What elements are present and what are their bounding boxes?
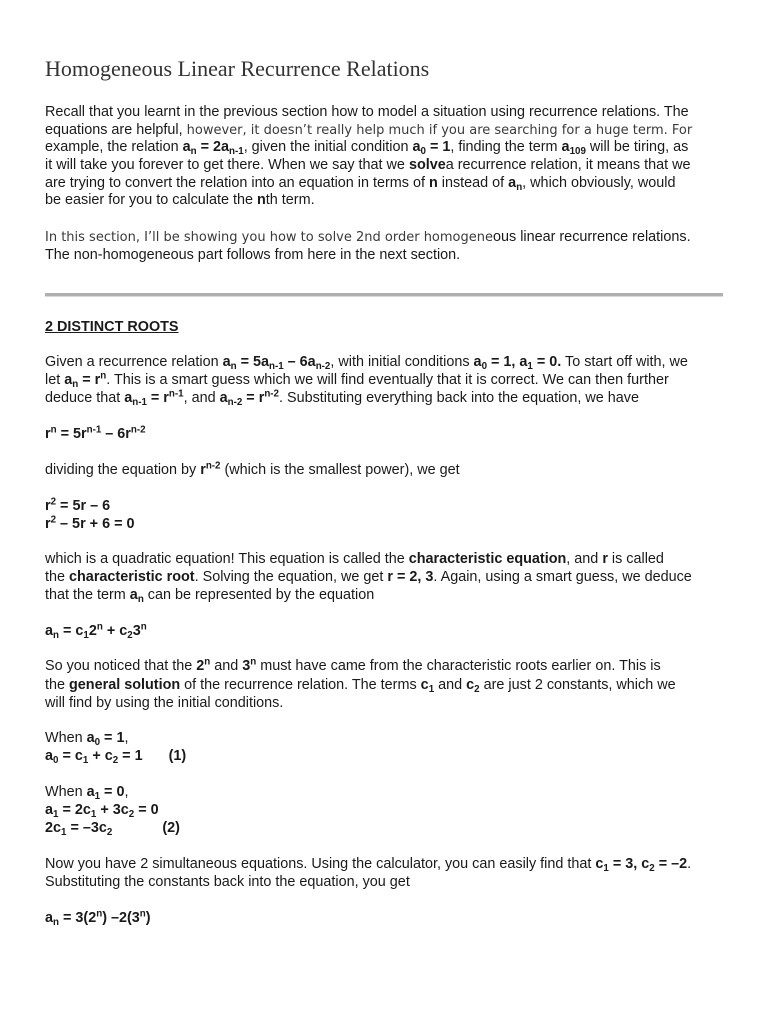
math-initial: $a_0 = 1$	[412, 139, 451, 157]
noticed-line-3	[45, 694, 283, 712]
text: the	[45, 569, 70, 585]
text-bold: characteristic equation	[408, 551, 567, 567]
text: is called	[607, 551, 664, 567]
text: th term.	[265, 192, 315, 208]
math-a1: $a_1 = 0$	[86, 784, 125, 802]
math-2n: 2$^n$	[196, 656, 211, 674]
text-bold: n	[428, 175, 438, 191]
text: let	[45, 372, 65, 388]
noticed-line-2	[45, 676, 676, 694]
text: and	[434, 677, 467, 693]
math-guess: $a_n = r^n$	[64, 370, 107, 390]
math-a0: $a_0 = 1$	[86, 730, 125, 748]
equation-final: $a_n = 3(2^n)$ –2(3$^n$)	[45, 908, 151, 928]
when-a0-line: When $a_0 = 1$,	[45, 730, 129, 748]
text: are trying to convert the relation into an equation in terms of	[45, 175, 429, 191]
math-c1: $c_1$	[420, 677, 435, 695]
math-recurrence: $a_n = 5a_{n-1} - 6a_{n-2}$	[222, 354, 331, 372]
equation-1: $a_0 = c_1 + c_2 = 1$ (1)	[45, 748, 187, 766]
intro-line-6	[45, 191, 315, 209]
note-line-1	[45, 228, 691, 247]
simul-line-2	[45, 873, 410, 891]
text: . Again, using a smart guess, we deduce	[433, 569, 692, 585]
text: instead of	[437, 175, 509, 191]
page-title: Homogeneous Linear Recurrence Relations	[45, 56, 430, 81]
intro-line-3	[45, 138, 688, 156]
math-an1: $a_{n-1} = r^{n-1}$	[124, 388, 184, 408]
text: ous linear recurrence relations.	[493, 229, 691, 245]
math-initial-conditions: $a_0 = 1$, $a_1 = 0$.	[473, 354, 562, 372]
text: , and	[183, 390, 220, 406]
text: When	[45, 730, 87, 746]
text: , which obviously, would	[522, 175, 676, 191]
noticed-line-1	[45, 657, 661, 675]
intro-line-5	[45, 174, 675, 192]
equation-number: (2)	[162, 820, 180, 836]
text: , finding the term	[450, 139, 562, 155]
text: deduce that	[45, 390, 125, 406]
text: must have came from the characteristic roots earlier on. This is	[256, 658, 661, 674]
text: that the term	[45, 587, 130, 603]
text: Recall that you learnt in the previous section how to model a situation using recurrence relations. The	[45, 104, 689, 120]
math-an2: $a_{n-2} = r^{n-2}$	[219, 388, 279, 408]
simul-line-1	[45, 855, 691, 873]
text: The non-homogeneous part follows from here in the next section.	[45, 247, 461, 263]
text: it will take you forever to get there. When we say that we	[45, 157, 409, 173]
math-relation: $a_n = 2a_{n-1}$	[182, 139, 244, 157]
text: will find by using the initial conditions.	[45, 695, 284, 711]
text: Substituting the constants back into the equation, you get	[45, 874, 410, 890]
intro-line-4	[45, 156, 691, 174]
math-term: $a_{109}$	[561, 139, 586, 157]
quadratic-line-2	[45, 568, 692, 586]
text: equations are helpful,	[45, 122, 183, 138]
given-line-1	[45, 353, 688, 371]
quadratic-line-1	[45, 550, 664, 568]
dividing-line	[45, 461, 460, 479]
math-an: $a_n$	[129, 587, 144, 605]
equation-quadratic-2: $r^2 - 5r + 6 = 0$	[45, 514, 135, 532]
when-a1-line: When $a_1 = 0$,	[45, 784, 129, 802]
given-line-2	[45, 371, 669, 389]
quadratic-line-3	[45, 586, 374, 604]
text: a recurrence relation, it means that we	[445, 157, 691, 173]
text-bold: r = 2, 3	[387, 569, 434, 585]
text: .	[687, 856, 692, 872]
equation-general: $a_n = c_12^n + c_23^n$	[45, 621, 147, 641]
text: , and	[566, 551, 603, 567]
text-bold: characteristic root	[69, 569, 195, 585]
text: of the recurrence relation. The terms	[180, 677, 421, 693]
math-power: $r^{n-2}$	[200, 460, 221, 478]
text-bold: r	[602, 551, 608, 567]
equation-2a: $a_1 = 2c_1 + 3c_2 = 0$	[45, 802, 159, 820]
text: which is a quadratic equation! This equation is called the	[45, 551, 409, 567]
equation-quadratic-1: $r^2 = 5r - 6$	[45, 496, 111, 514]
text: Given a recurrence relation	[45, 354, 223, 370]
text: (which is the smallest power), we get	[220, 462, 460, 478]
note-line-2	[45, 246, 460, 264]
text: the	[45, 677, 70, 693]
text: and	[210, 658, 243, 674]
text: , given the initial condition	[243, 139, 413, 155]
text-bold: general solution	[69, 677, 181, 693]
equation-number: (1)	[168, 748, 187, 764]
text: be easier for you to calculate the	[45, 192, 257, 208]
equation-2b: $2c_1 = -3c_2$ (2)	[45, 820, 180, 838]
text: To start off with, we	[561, 354, 688, 370]
text: So you noticed that the	[45, 658, 197, 674]
text: . This is a smart guess which we will find eventually that it is correct. We can then further	[106, 372, 669, 388]
text: dividing the equation by	[45, 462, 201, 478]
math-3n: 3$^n$	[242, 656, 257, 674]
text: In this section, I’ll be showing you how to solve 2nd order homogene	[45, 230, 493, 245]
text: When	[45, 784, 87, 800]
text-bold: n	[257, 192, 266, 208]
equation-substituted: $r^n = 5r^{n-1} - 6r^{n-2}$	[45, 424, 146, 442]
text: however, it doesn’t really help much if you are searching for a huge term. For	[186, 123, 693, 138]
text: Now you have 2 simultaneous equations. Using the calculator, you can easily find that	[45, 856, 596, 872]
text: can be represented by the equation	[143, 587, 375, 603]
text: are just 2 constants, which we	[479, 677, 676, 693]
text: will be tiring, as	[585, 139, 689, 155]
math-c2: $c_2$	[466, 677, 480, 695]
given-line-3	[45, 389, 639, 407]
section-heading: 2 DISTINCT ROOTS	[45, 319, 179, 335]
math-constants: $c_1 = 3$, $c_2 = -2$	[595, 856, 688, 874]
text: example, the relation	[45, 139, 183, 155]
text: , with initial conditions	[330, 354, 474, 370]
text-bold: solve	[408, 157, 446, 173]
math-an: $a_n$	[508, 175, 523, 193]
horizontal-divider	[45, 293, 723, 297]
text: . Solving the equation, we get	[194, 569, 388, 585]
text: . Substituting everything back into the equation, we have	[278, 390, 639, 406]
intro-line-1	[45, 103, 689, 121]
